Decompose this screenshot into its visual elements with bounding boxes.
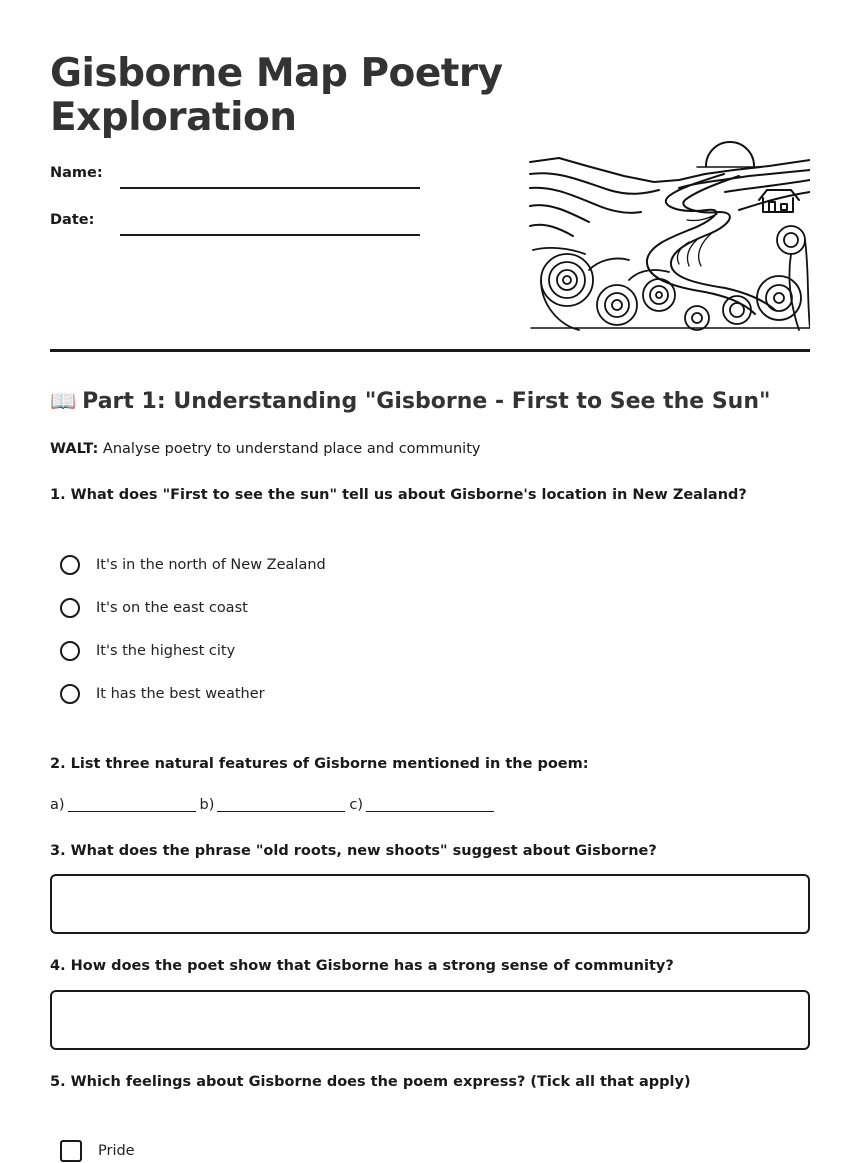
walt-label: WALT:: [50, 441, 99, 457]
sun-shape: [706, 142, 754, 166]
house-shape: [759, 190, 799, 212]
question-2: 2. List three natural features of Gisborne mentioned in the poem:: [50, 756, 589, 772]
date-field[interactable]: [120, 234, 420, 236]
q1-option-label: It has the best weather: [96, 686, 265, 702]
name-label: Name:: [50, 165, 103, 181]
walt-text: Analyse poetry to understand place and community: [98, 441, 481, 457]
q1-option-label: It's on the east coast: [96, 600, 248, 616]
question-4: 4. How does the poet show that Gisborne has a strong sense of community?: [50, 958, 674, 974]
date-label: Date:: [50, 212, 95, 228]
fern-shapes: [531, 226, 810, 330]
q1-option-3[interactable]: [60, 639, 235, 663]
q1-option-2[interactable]: [60, 596, 248, 620]
river-shape: [647, 174, 755, 314]
radio-button[interactable]: [60, 684, 80, 704]
question-5: 5. Which feelings about Gisborne does the poem express? (Tick all that apply): [50, 1074, 691, 1090]
question-3: 3. What does the phrase "old roots, new shoots" suggest about Gisborne?: [50, 843, 657, 859]
q1-option-4[interactable]: [60, 682, 265, 706]
blank-a-field[interactable]: [68, 811, 196, 812]
radio-button[interactable]: [60, 555, 80, 575]
name-field[interactable]: [120, 187, 420, 189]
blank-c-field[interactable]: [366, 811, 494, 812]
part1-title-text: Part 1: Understanding "Gisborne - First to See the Sun": [82, 389, 771, 414]
q5-option-1[interactable]: [60, 1139, 135, 1163]
blank-label-a: a): [50, 797, 65, 813]
part1-title: [50, 389, 770, 414]
landscape-illustration: [529, 130, 810, 332]
blank-label-c: c): [349, 797, 364, 813]
blank-b-field[interactable]: [217, 811, 345, 812]
q1-option-label: It's in the north of New Zealand: [96, 557, 326, 573]
q1-option-1[interactable]: [60, 553, 326, 577]
checkbox[interactable]: [60, 1140, 82, 1162]
walt-statement: [50, 441, 480, 457]
radio-button[interactable]: [60, 641, 80, 661]
q5-option-label: Pride: [98, 1143, 135, 1159]
q2-blanks: [50, 797, 498, 813]
q4-answer-box[interactable]: [50, 990, 810, 1050]
q1-option-label: It's the highest city: [96, 643, 236, 659]
blank-label-b: b): [199, 797, 215, 813]
q3-answer-box[interactable]: [50, 874, 810, 934]
open-book-icon: 📖: [50, 389, 77, 413]
question-1: 1. What does "First to see the sun" tell us about Gisborne's location in New Zealand?: [50, 487, 747, 503]
radio-button[interactable]: [60, 598, 80, 618]
header-divider: [50, 349, 810, 352]
page-title: Gisborne Map Poetry Exploration: [50, 51, 503, 140]
